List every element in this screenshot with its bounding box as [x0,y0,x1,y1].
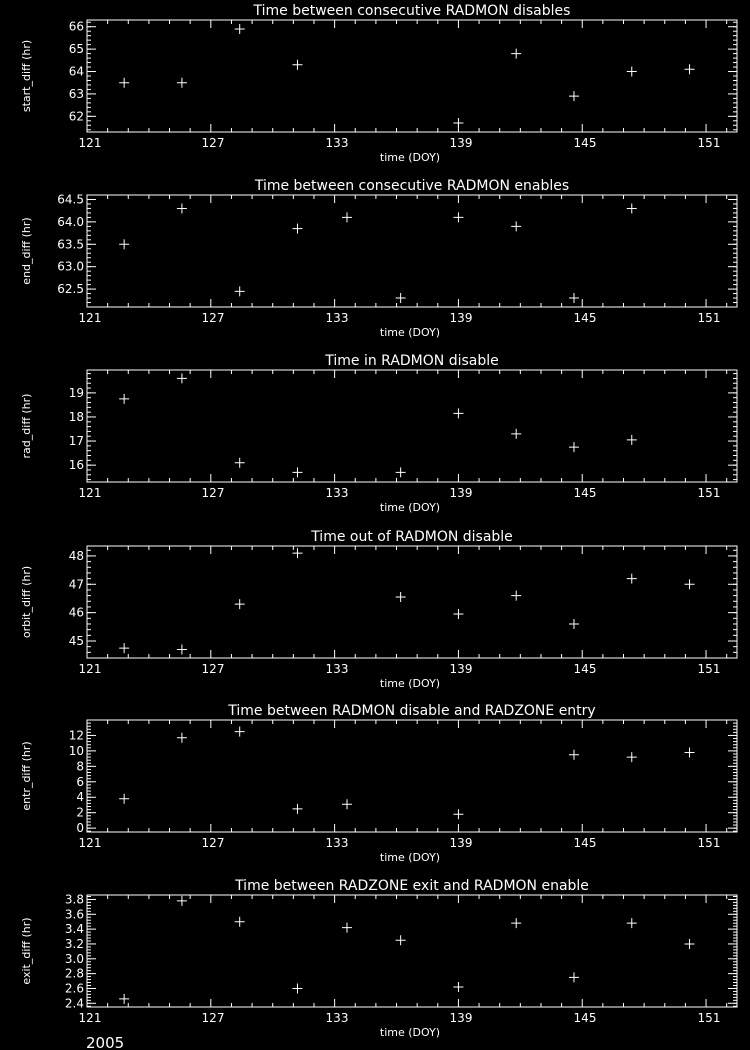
data-point [453,212,463,222]
plot-frame [87,370,737,482]
chart-title: Time between consecutive RADMON disables [253,3,571,19]
x-tick-label: 133 [325,662,349,676]
x-tick-label: 133 [325,836,349,850]
chart-title: Time in RADMON disable [325,353,499,369]
y-tick-label: 64.5 [57,192,84,207]
data-point [292,983,302,993]
data-point [511,591,521,601]
y-tick-label: 46 [68,605,84,620]
data-point [235,458,245,468]
y-axis-label: rad_diff (hr) [20,393,33,459]
y-tick-label: 3.0 [64,951,84,966]
data-point [396,592,406,602]
chart-panel-1 [20,3,737,164]
data-point [511,918,521,928]
data-point [342,923,352,933]
data-point [685,64,695,74]
data-point [453,408,463,418]
data-point [453,118,463,128]
plot-frame [87,720,737,832]
data-point [453,609,463,619]
x-tick-label: 145 [573,486,597,500]
data-point [627,918,637,928]
y-axis-label: end_diff (hr) [20,217,33,285]
data-point [177,644,187,654]
y-tick-label: 0 [76,821,84,836]
data-point [235,599,245,609]
x-tick-label: 121 [78,662,102,676]
x-tick-label: 121 [78,136,102,150]
y-tick-label: 3.2 [64,936,84,951]
y-tick-label: 3.4 [64,922,84,937]
data-point [627,752,637,762]
y-tick-label: 64 [68,64,84,79]
y-tick-label: 6 [76,774,84,789]
x-tick-label: 151 [697,136,721,150]
y-tick-label: 4 [76,790,84,805]
data-point [177,78,187,88]
data-point [235,24,245,34]
data-point [119,78,129,88]
data-point [511,49,521,59]
y-tick-label: 65 [68,42,84,57]
data-point [235,727,245,737]
x-tick-label: 133 [325,1011,349,1025]
y-tick-label: 64.0 [57,214,84,229]
x-tick-label: 127 [201,662,225,676]
x-tick-label: 145 [573,136,597,150]
plot-frame [87,895,737,1007]
y-tick-label: 2 [76,805,84,820]
data-point [177,373,187,383]
data-point [119,994,129,1004]
data-point [342,799,352,809]
y-axis-label: start_diff (hr) [20,39,33,113]
x-tick-label: 127 [201,1011,225,1025]
x-axis-label: time (DOY) [379,151,441,164]
chart-panel-4 [20,529,737,690]
y-tick-label: 48 [68,548,84,563]
x-tick-label: 145 [573,311,597,325]
x-tick-label: 139 [449,486,473,500]
chart-title: Time out of RADMON disable [311,529,513,545]
data-point [569,293,579,303]
data-point [396,293,406,303]
x-axis-label: time (DOY) [379,677,441,690]
data-point [177,896,187,906]
data-point [235,917,245,927]
y-tick-label: 66 [68,19,84,34]
x-tick-label: 121 [78,1011,102,1025]
data-point [627,574,637,584]
chart-panel-2 [20,178,737,339]
y-tick-label: 12 [68,728,84,743]
data-point [685,747,695,757]
x-tick-label: 139 [449,662,473,676]
x-tick-label: 151 [697,1011,721,1025]
y-tick-label: 3.6 [64,907,84,922]
data-point [453,809,463,819]
data-point [627,67,637,77]
x-tick-label: 127 [201,311,225,325]
x-tick-label: 133 [325,311,349,325]
plot-frame [87,20,737,132]
data-point [235,286,245,296]
x-tick-label: 139 [449,1011,473,1025]
x-axis-label: time (DOY) [379,851,441,864]
data-point [119,394,129,404]
x-tick-label: 145 [573,1011,597,1025]
x-tick-label: 127 [201,136,225,150]
x-tick-label: 127 [201,836,225,850]
data-point [292,804,302,814]
data-point [511,429,521,439]
x-tick-label: 121 [78,486,102,500]
x-axis-label: time (DOY) [379,501,441,514]
x-tick-label: 151 [697,836,721,850]
chart-panel-5 [20,703,737,864]
x-tick-label: 127 [201,486,225,500]
y-tick-label: 63.0 [57,259,84,274]
y-tick-label: 16 [68,458,84,473]
y-axis-label: entr_diff (hr) [20,741,33,811]
data-point [292,467,302,477]
x-tick-label: 133 [325,136,349,150]
x-tick-label: 139 [449,836,473,850]
data-point [292,60,302,70]
data-point [569,442,579,452]
y-axis-label: orbit_diff (hr) [20,565,33,639]
y-tick-label: 47 [68,577,84,592]
y-tick-label: 10 [68,743,84,758]
data-point [569,91,579,101]
x-axis-label: time (DOY) [379,1026,441,1039]
x-axis-label: time (DOY) [379,326,441,339]
data-point [119,239,129,249]
data-point [292,224,302,234]
y-tick-label: 19 [68,385,84,400]
data-point [627,203,637,213]
data-point [569,750,579,760]
x-tick-label: 133 [325,486,349,500]
data-point [119,643,129,653]
y-tick-label: 3.8 [64,892,84,907]
data-point [569,972,579,982]
data-point [627,435,637,445]
y-tick-label: 8 [76,759,84,774]
y-tick-label: 62 [68,109,84,124]
data-point [569,619,579,629]
x-tick-label: 121 [78,836,102,850]
x-tick-label: 139 [449,311,473,325]
x-tick-label: 139 [449,136,473,150]
y-tick-label: 17 [68,434,84,449]
y-tick-label: 2.8 [64,966,84,981]
data-point [453,982,463,992]
x-tick-label: 121 [78,311,102,325]
data-point [177,733,187,743]
y-tick-label: 18 [68,409,84,424]
data-point [685,939,695,949]
data-point [177,203,187,213]
plot-frame [87,546,737,658]
y-tick-label: 45 [68,633,84,648]
x-tick-label: 145 [573,662,597,676]
x-tick-label: 145 [573,836,597,850]
y-tick-label: 2.6 [64,981,84,996]
x-tick-label: 151 [697,662,721,676]
data-point [119,794,129,804]
chart-title: Time between RADZONE exit and RADMON enable [235,878,589,894]
data-point [396,467,406,477]
y-tick-label: 63 [68,86,84,101]
chart-panel-6 [20,878,737,1039]
x-tick-label: 151 [697,486,721,500]
data-point [511,221,521,231]
y-tick-label: 63.5 [57,237,84,252]
x-tick-label: 151 [697,311,721,325]
plot-frame [87,195,737,307]
data-point [342,212,352,222]
data-point [396,935,406,945]
year-label: 2005 [86,1034,125,1050]
y-tick-label: 2.4 [64,996,84,1011]
y-tick-label: 62.5 [57,282,84,297]
chart-title: Time between RADMON disable and RADZONE entry [228,703,596,719]
data-point [685,579,695,589]
data-point [292,548,302,558]
chart-title: Time between consecutive RADMON enables [254,178,570,194]
y-axis-label: exit_diff (hr) [20,917,33,985]
chart-panel-3 [20,353,737,514]
